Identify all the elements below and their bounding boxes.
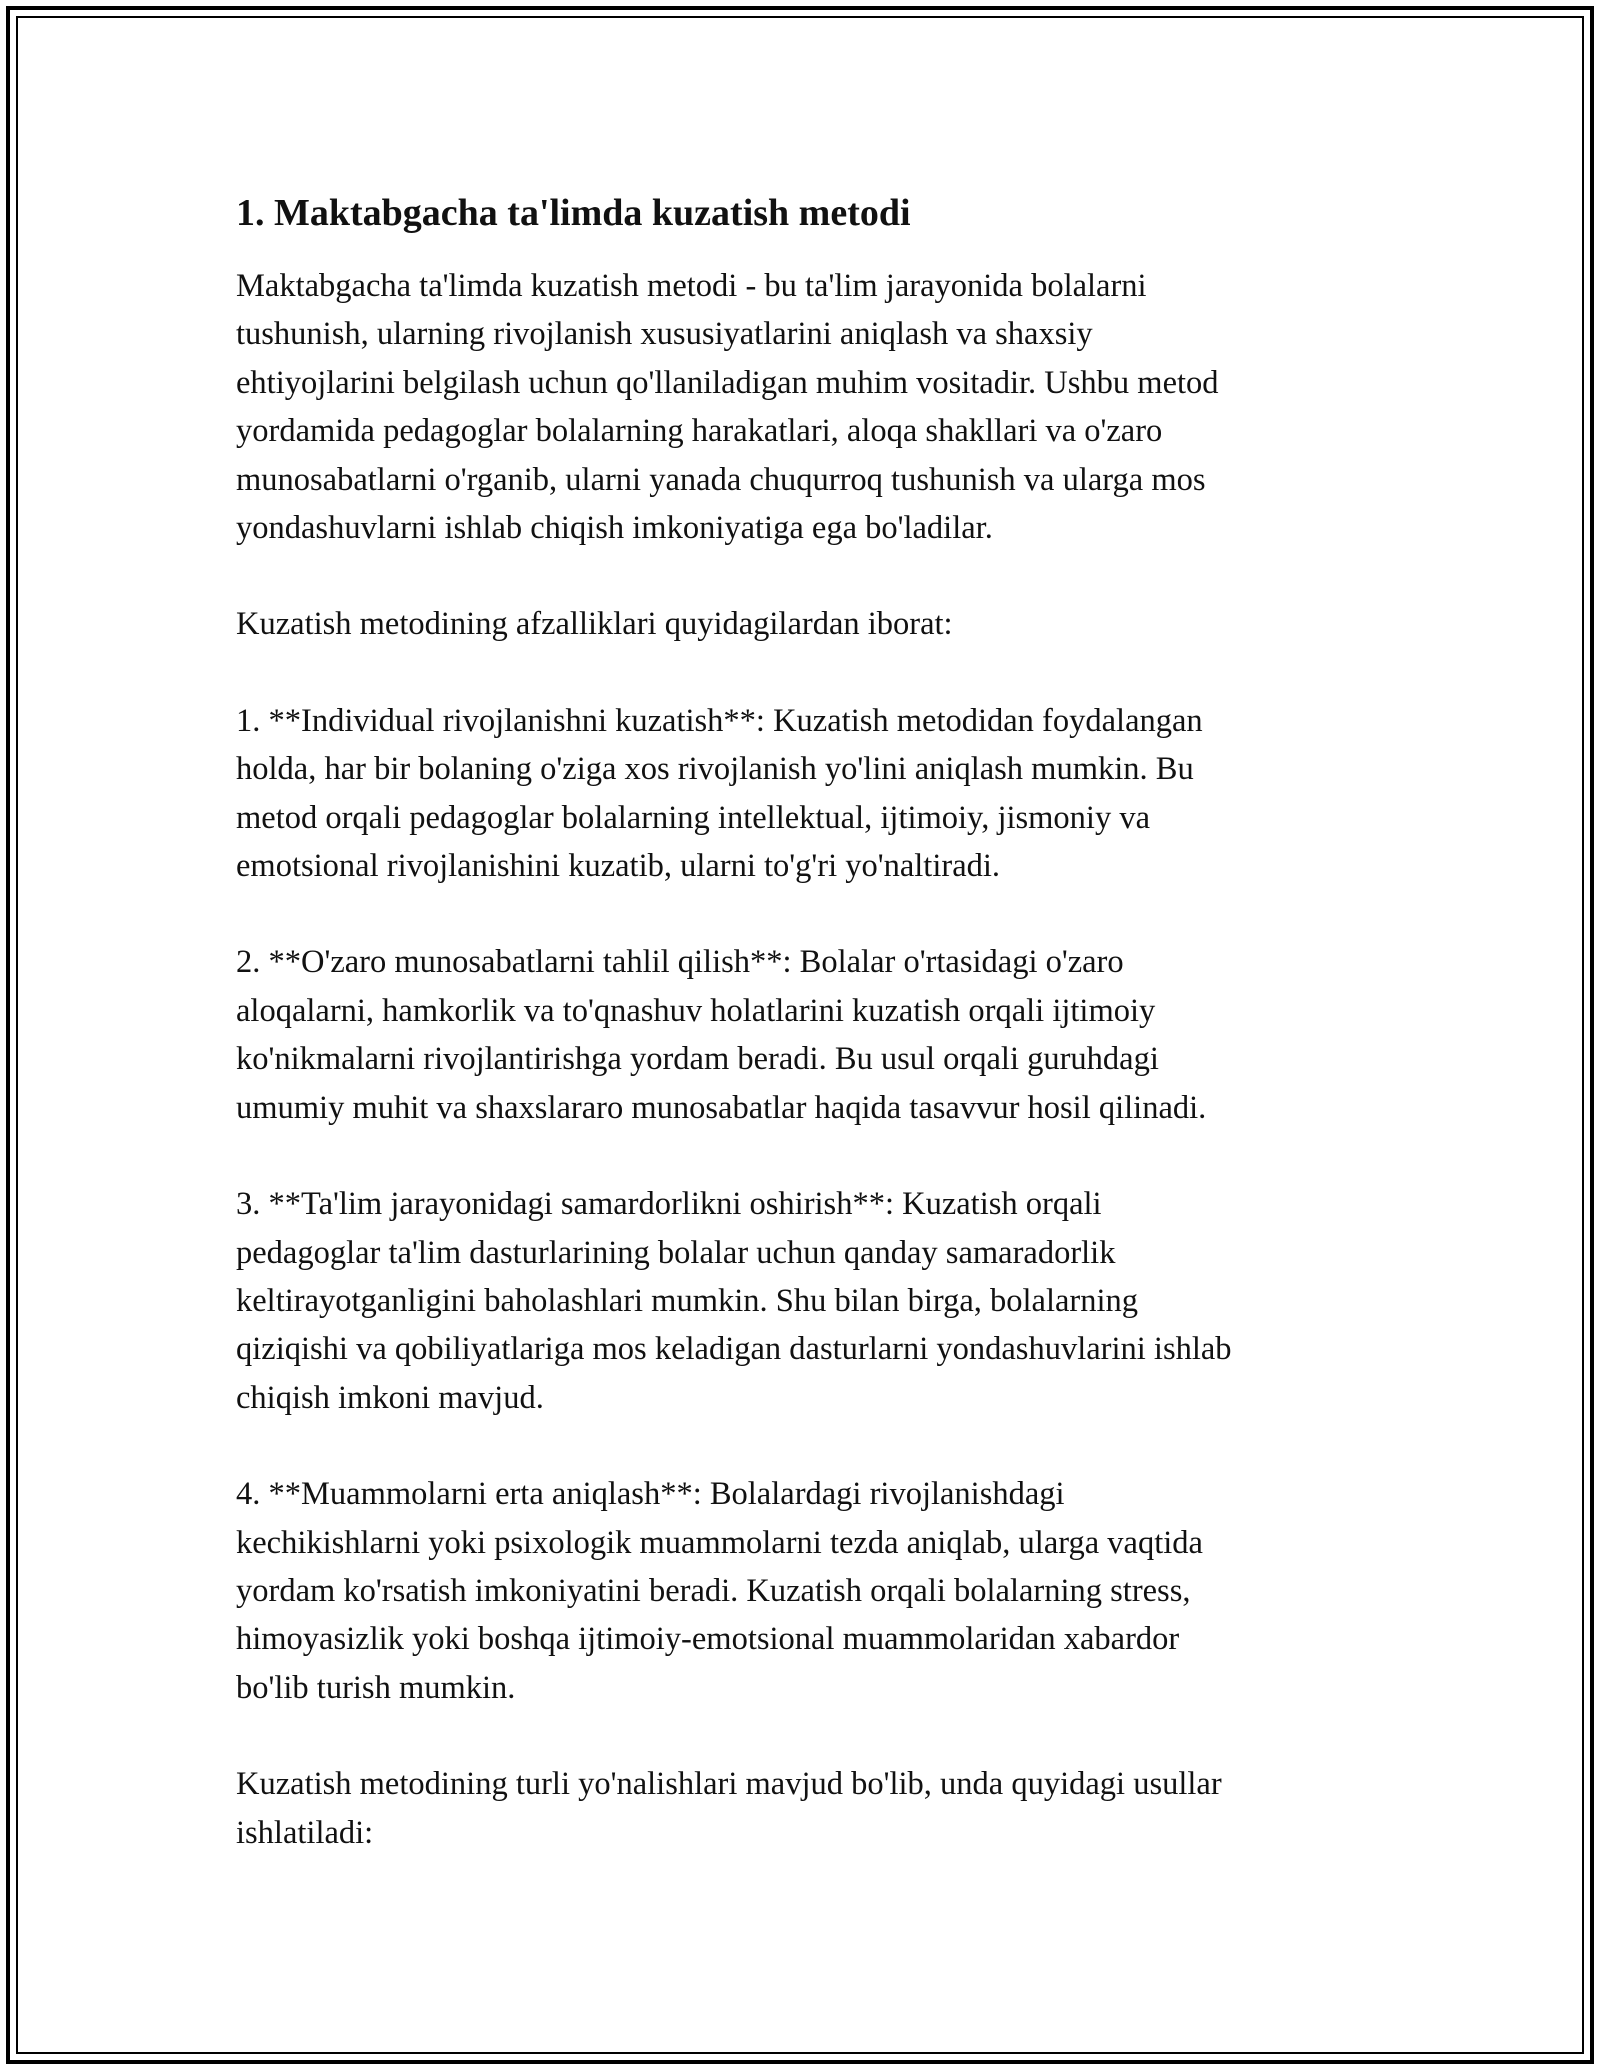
text-line: aloqalarni, hamkorlik va to'qnashuv holatlarini kuzatish orqali ijtimoiy [236,992,1156,1029]
text-line: yondashuvlarni ishlab chiqish imkoniyatiga ega bo'ladilar. [236,510,993,547]
list-item-1-paragraph [236,697,1366,891]
list-item-4-paragraph [236,1470,1366,1712]
text-line: 3. **Ta'lim jarayonidagi samardorlikni oshirish**: Kuzatish orqali [236,1186,1102,1223]
text-line: pedagoglar ta'lim dasturlarining bolalar uchun qanday samaradorlik [236,1234,1116,1271]
text-line: ishlatiladi: [236,1814,374,1851]
text-line: ehtiyojlarini belgilash uchun qo'llaniladigan muhim vositadir. Ushbu metod [236,364,1219,401]
document-body [236,186,1366,1905]
text-line: tushunish, ularning rivojlanish xususiyatlarini aniqlash va shaxsiy [236,316,1093,353]
text-line: bo'lib turish mumkin. [236,1669,516,1706]
text-line: keltirayotganligini baholashlari mumkin. Shu bilan birga, bolalarning [236,1282,1139,1319]
text-line: ko'nikmalarni rivojlantirishga yordam beradi. Bu usul orqali guruhdagi [236,1041,1159,1078]
text-line: yordam ko'rsatish imkoniyatini beradi. Kuzatish orqali bolalarning stress, [236,1572,1191,1609]
text-line: himoyasizlik yoki boshqa ijtimoiy-emotsional muammolaridan xabardor [236,1621,1180,1658]
text-line: qiziqishi va qobiliyatlariga mos keladigan dasturlarni yondashuvlarini ishlab [236,1331,1232,1368]
text-line: metod orqali pedagoglar bolalarning intellektual, ijtimoiy, jismoniy va [236,799,1151,836]
document-title: 1. Maktabgacha ta'limda kuzatish metodi [236,192,911,234]
text-line: holda, har bir bolaning o'ziga xos rivojlanish yo'lini aniqlash mumkin. Bu [236,751,1194,788]
text-line: emotsional rivojlanishini kuzatib, ularni to'g'ri yo'naltiradi. [236,848,1001,885]
advantages-heading-paragraph [236,600,1366,648]
text-line: yordamida pedagoglar bolalarning harakatlari, aloqa shakllari va o'zaro [236,413,1163,450]
text-line: chiqish imkoni mavjud. [236,1379,544,1416]
intro-paragraph [236,262,1366,552]
text-line: 4. **Muammolarni erta aniqlash**: Bolalardagi rivojlanishdagi [236,1476,1065,1513]
text-line: Kuzatish metodining afzalliklari quyidagilardan iborat: [236,606,953,643]
text-line: munosabatlarni o'rganib, ularni yanada chuqurroq tushunish va ularga mos [236,461,1206,498]
methods-intro-paragraph [236,1760,1366,1857]
text-line: 1. **Individual rivojlanishni kuzatish**: Kuzatish metodidan foydalangan [236,702,1203,739]
text-line: kechikishlarni yoki psixologik muammolarni tezda aniqlab, ularga vaqtida [236,1524,1203,1561]
list-item-3-paragraph [236,1180,1366,1422]
text-line: Kuzatish metodining turli yo'nalishlari mavjud bo'lib, unda quyidagi usullar [236,1766,1222,1803]
text-line: 2. **O'zaro munosabatlarni tahlil qilish**: Bolalar o'rtasidagi o'zaro [236,944,1124,981]
text-line: umumiy muhit va shaxslararo munosabatlar haqida tasavvur hosil qilinadi. [236,1089,1207,1126]
list-item-2-paragraph [236,938,1366,1132]
text-line: Maktabgacha ta'limda kuzatish metodi - bu ta'lim jarayonida bolalarni [236,268,1147,304]
